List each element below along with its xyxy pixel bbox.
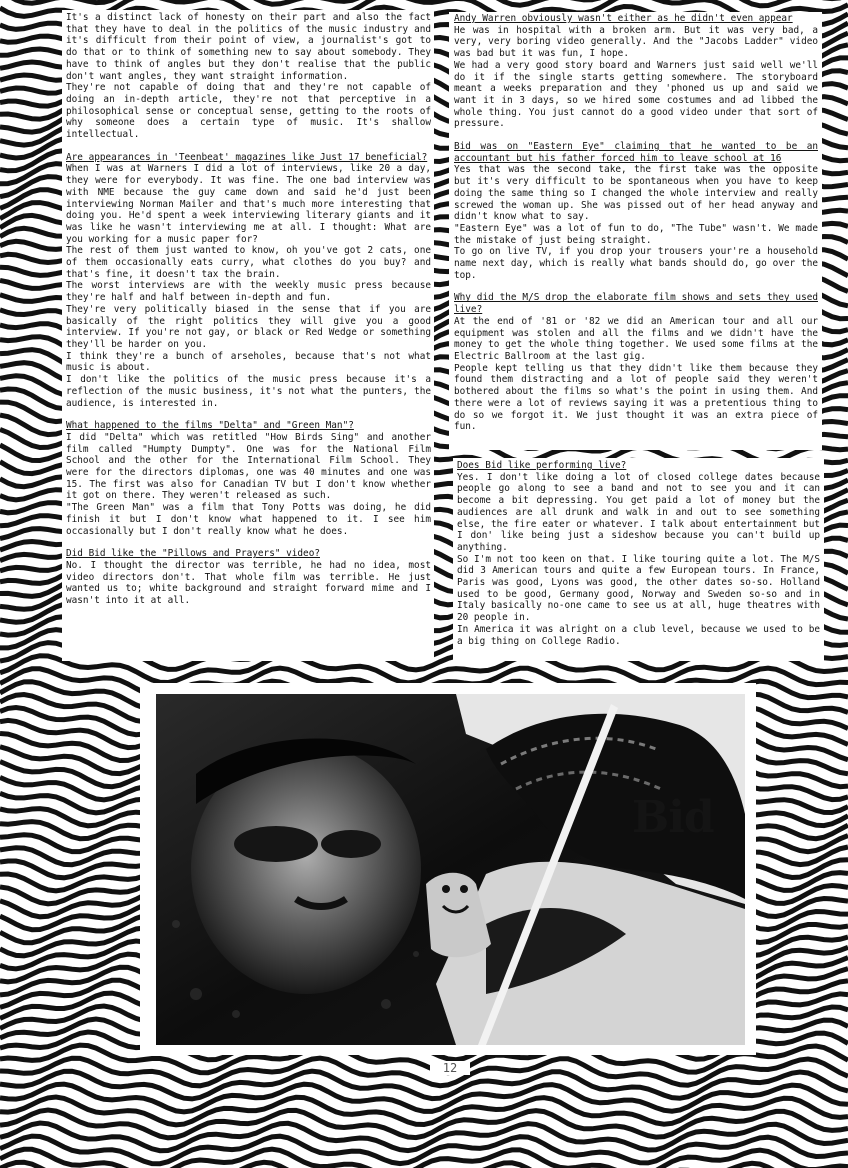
interview-question: Does Bid like performing live? xyxy=(457,460,627,471)
interview-section xyxy=(66,12,431,141)
bid-photograph xyxy=(156,694,745,1045)
interview-answer: Yes that was the second take, the first take was the opposite but it's very difficult to be spontaneous when you have to keep doing the same thing so I changed the whole interview and really screwed the woman up. She was pissed out of her head anyway and didn't know what to say. "Eastern Eye" was a lot of fun to do, "The Tube" wasn't. We made the mistake of just being straight. To go on live TV, if you drop your trousers your're a household name next day, which is really what bands should do, go over the top. xyxy=(454,164,818,281)
interview-answer: No. I thought the director was terrible, he had no idea, most video directors don't. That whole film was terrible. He just wanted us to; white background and straight forward mime and I wasn't into it at all. xyxy=(66,559,431,607)
interview-question: Why did the M/S drop the elaborate film shows and sets they used live? xyxy=(454,292,818,316)
interview-section xyxy=(66,152,431,409)
interview-answer: At the end of '81 or '82 we did an American tour and all our equipment was stolen and all the films and we didn't have the money to get the whole thing together. We used some films at the Electric Ballroom at the last gig. People kept telling us that they didn't like them because they found them distracting and a lot of people said they weren't bothered about the films so what's the point in using them. And there were a lot of reviews saying it was a pretentious thing to do so we forgot it. We just thought it was an extra piece of fun. xyxy=(454,315,818,433)
interview-answer: Yes. I don't like doing a lot of closed college dates because people go along to see a band and not to see you and it can become a bit depressing. You get paid a lot of money but the audiences are all drunk and walk in and out to see something else, the fire eater or whatever. I talk about entertainment but I don' like being just a sideshow because you can't build up anything. So I'm not too keen on that. I like touring quite a lot. The M/S did 3 American tours and quite a few European tours. In France, Paris was good, Lyons was good, the other dates so-so. Holland used to be good, Germany good, Norway and Sweden so-so and in Italy basically no-one came to see us at all, huge theatres with 20 people in. In America it was alright on a club level, because we used to be a big thing on College Radio. xyxy=(457,471,820,647)
interview-column-right-bottom xyxy=(453,458,824,661)
interview-section xyxy=(457,460,820,647)
interview-question: Bid was on "Eastern Eye" claiming that he wanted to be an accountant but his father forced him to leave school at 16 xyxy=(454,141,818,164)
interview-section xyxy=(66,548,431,607)
interview-answer: When I was at Warners I did a lot of interviews, like 20 a day, they were for everybody. It was fine. The one bad interview was with NME because the guy came down and said he'd just been interviewing Norman Mailer and that's much more interesting that doing you. He'd spent a week interviewing literary giants and it was like he wasn't interviewing me at all. I thought: What are you working for a music paper for? The rest of them just wanted to know, oh you've got 2 cats, one of them occasionally eats curry, what clothes do you buy? and that's fine, it doesn't tax the brain. The worst interviews are with the weekly music press because they're half and half between in-depth and fun. They're very politically biased in the sense that if you are basically of the right politics they will give you a good interview. If you're not gay, or black or Red Wedge or something they'll be harder on you. I think they're a bunch of arseholes, because that's not what music is about. I don't like the politics of the music press because it's a reflection of the music business, it's not what the punters, the audience, is interested in. xyxy=(66,163,431,409)
interview-section xyxy=(454,141,818,281)
interview-question: What happened to the films "Delta" and "Green Man"? xyxy=(66,420,354,432)
interview-answer: He was in hospital with a broken arm. But it was very bad, a very, very boring video generally. And the "Jacobs Ladder" video was bad but it was fun, I hope. We had a very good story board and Warners just said well we'll do it if the single starts getting somewhere. The storyboard meant a weeks preparation and they 'phoned us up and said we want it in 3 days, so we hired some costumes and ad libbed the whole thing. You just cannot do a good video under that sort of pressure. xyxy=(454,24,818,130)
interview-column-right-top xyxy=(449,12,822,450)
interview-answer: It's a distinct lack of honesty on their part and also the fact that they have to deal in the politics of the music industry and it's difficult from their point of view, a journalist's got to do that or to think of something new to say about somebody. They have to think of angles but they don't realise that the public don't want angles, they want straight information. They're not capable of doing that and they're not capable of doing an in-depth article, they're not that perceptive in a philosophical sense or conceptual sense, getting to the roots of why someone does a certain type of music. It's shallow intellectual. xyxy=(66,12,431,141)
interview-question: Did Bid like the "Pillows and Prayers" video? xyxy=(66,548,320,560)
interview-question: Andy Warren obviously wasn't either as he didn't even appear xyxy=(454,13,793,24)
interview-answer: I did "Delta" which was retitled "How Birds Sing" and another film called "Humpty Dumpty". One was for the National Film School and the other for the International Film School. They were for the directors diplomas, one was 40 minutes and one was 15. The first was also for Canadian TV but I don't know whether it got on there. They weren't released as such. "The Green Man" was a film that Tony Potts was doing, he did finish it but I don't know what happened to it. I see him occasionally but I don't really know what he does. xyxy=(66,431,431,537)
photo-caption: Bid xyxy=(632,792,714,843)
interview-section xyxy=(454,292,818,432)
interview-column-left xyxy=(62,10,434,661)
interview-question: Are appearances in 'Teenbeat' magazines like Just 17 beneficial? xyxy=(66,151,428,163)
interview-section xyxy=(454,13,818,130)
interview-section xyxy=(66,420,431,537)
page-number: 12 xyxy=(430,1061,470,1075)
